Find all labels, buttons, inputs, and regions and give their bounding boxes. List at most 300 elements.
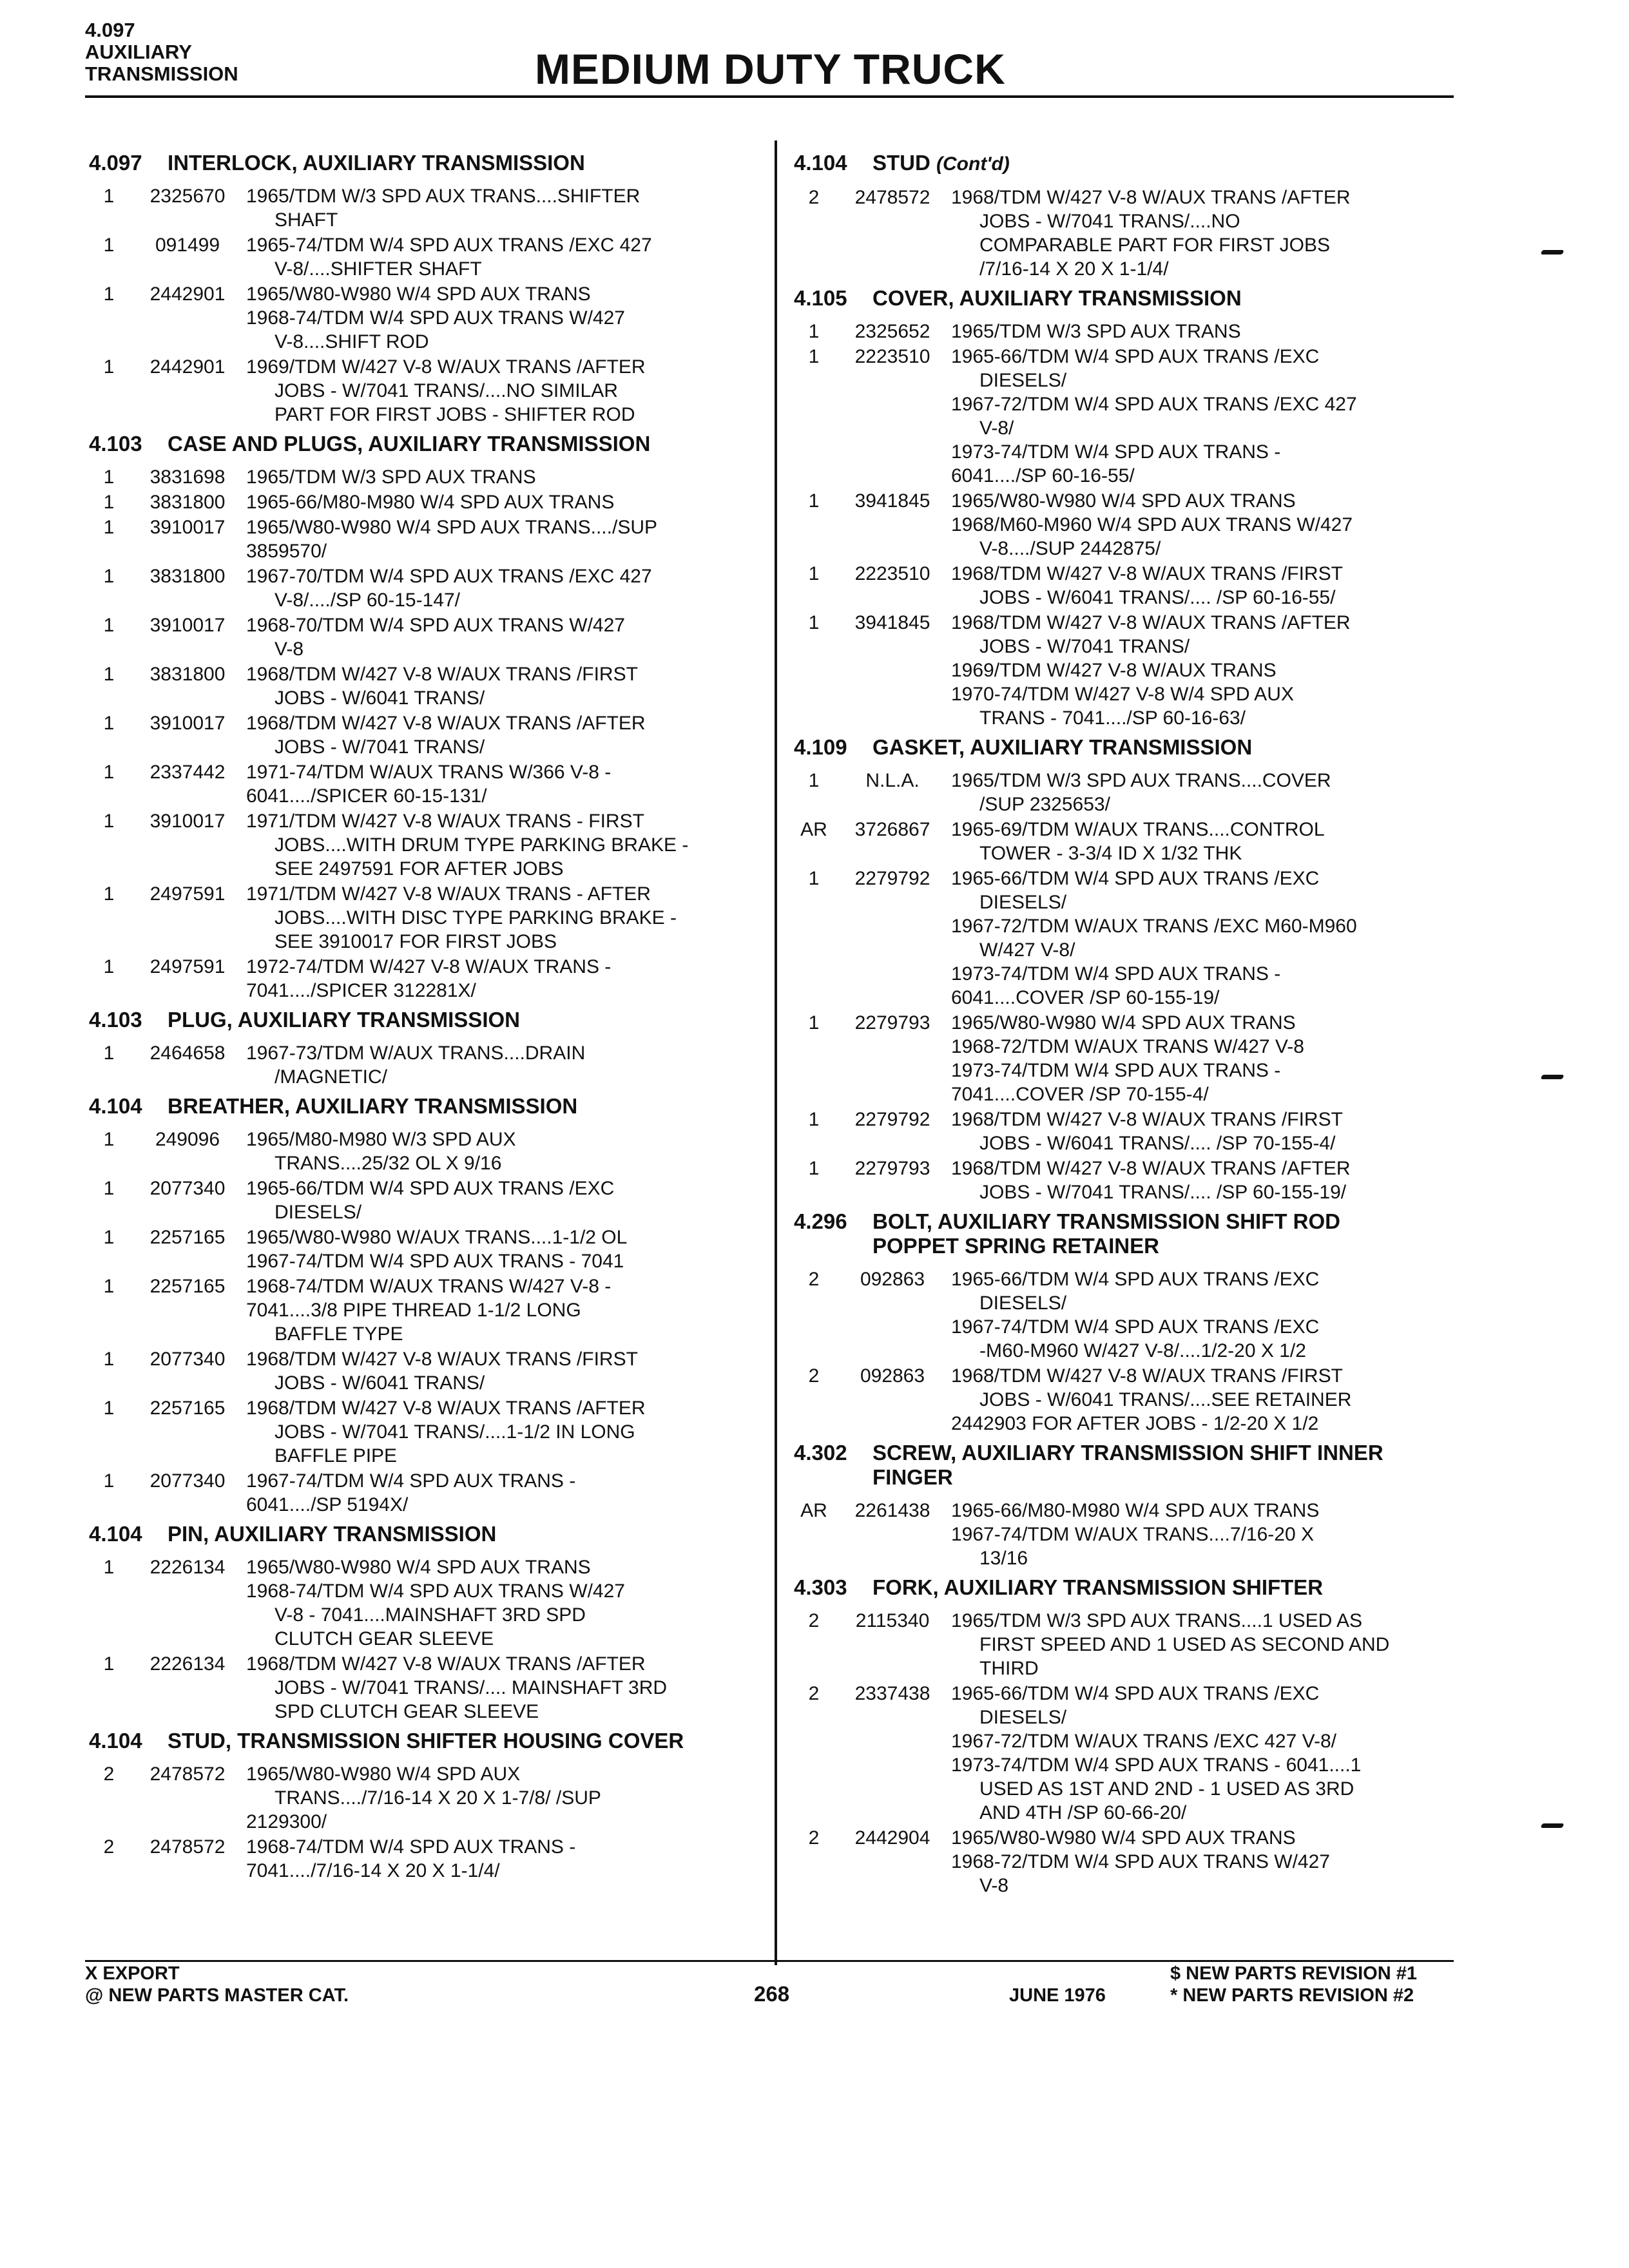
part-entry	[89, 1128, 766, 1175]
description-line: THIRD	[979, 1658, 1039, 1679]
description-line: 1968/TDM W/427 V-8 W/AUX TRANS /AFTER	[951, 1158, 1351, 1179]
catalog-section	[89, 1094, 766, 1517]
section-title-cont: FINGER	[872, 1465, 953, 1489]
part-description	[951, 1108, 1458, 1155]
part-entry	[89, 490, 766, 514]
part-number: 2223510	[854, 563, 930, 584]
quantity: 1	[103, 811, 115, 832]
description-line: JOBS - W/7041 TRANS/....1-1/2 IN LONG	[275, 1421, 635, 1443]
part-number: 2077340	[149, 1470, 226, 1492]
footer-master-cat: @ NEW PARTS MASTER CAT.	[85, 1985, 349, 2006]
part-number: 3910017	[149, 517, 226, 538]
section-title: COVER, AUXILIARY TRANSMISSION	[872, 286, 1242, 310]
description-line: 1967-72/TDM W/4 SPD AUX TRANS /EXC 427	[951, 394, 1357, 415]
description-line: SEE 2497591 FOR AFTER JOBS	[275, 858, 564, 879]
description-line: BAFFLE TYPE	[275, 1323, 403, 1345]
footer-legend-right	[1170, 1963, 1417, 2006]
section-heading	[794, 286, 1458, 311]
description-line: JOBS - W/6041 TRANS/....SEE RETAINER	[979, 1389, 1352, 1410]
part-entry	[89, 1555, 766, 1651]
quantity: 2	[808, 1365, 820, 1387]
part-number: 3910017	[149, 713, 226, 734]
quantity: 1	[103, 186, 115, 207]
description-line: 1967-72/TDM W/AUX TRANS /EXC M60-M960	[951, 916, 1357, 937]
section-heading	[794, 1209, 1458, 1258]
part-number: 3831800	[149, 492, 226, 513]
part-number: 2325652	[854, 321, 930, 342]
part-description	[246, 711, 766, 759]
description-line: 1965/W80-W980 W/4 SPD AUX	[246, 1763, 521, 1785]
part-entry	[794, 1826, 1458, 1898]
description-line: 1970-74/TDM W/427 V-8 W/4 SPD AUX	[951, 684, 1294, 705]
part-description	[951, 186, 1458, 281]
part-description	[246, 809, 766, 881]
part-description	[951, 1157, 1458, 1204]
part-number: 2226134	[149, 1653, 226, 1675]
part-entry	[794, 186, 1458, 281]
quantity: 1	[103, 1129, 115, 1150]
part-entry	[89, 282, 766, 354]
part-number: 2279792	[854, 868, 930, 889]
description-line: 1968/TDM W/427 V-8 W/AUX TRANS /FIRST	[951, 1109, 1343, 1130]
header-section-code	[85, 19, 238, 85]
part-number: 3910017	[149, 615, 226, 636]
catalog-section	[794, 1441, 1458, 1570]
page-title: MEDIUM DUTY TRUCK	[535, 45, 1006, 93]
description-line: 6041..../SPICER 60-15-131/	[246, 785, 487, 807]
section-number: 4.103	[89, 432, 142, 456]
description-line: 7041....COVER /SP 70-155-4/	[951, 1084, 1209, 1105]
header-group-line1: AUXILIARY	[85, 41, 192, 63]
quantity: 1	[808, 868, 820, 889]
description-line: 1965/W80-W980 W/4 SPD AUX TRANS	[246, 284, 591, 305]
part-entry	[89, 515, 766, 563]
description-line: 1965-66/M80-M980 W/4 SPD AUX TRANS	[951, 1500, 1320, 1521]
description-line: 1973-74/TDM W/4 SPD AUX TRANS -	[951, 1060, 1281, 1081]
description-line: JOBS - W/6041 TRANS/.... /SP 70-155-4/	[979, 1133, 1336, 1154]
quantity: 1	[103, 466, 115, 488]
left-column	[89, 146, 766, 1887]
part-description	[246, 1128, 766, 1175]
quantity: 1	[103, 1227, 115, 1248]
description-line: 1965-66/TDM W/4 SPD AUX TRANS /EXC	[951, 346, 1320, 367]
description-line: DIESELS/	[979, 1293, 1067, 1314]
quantity: 1	[808, 1012, 820, 1033]
quantity: 1	[103, 615, 115, 636]
quantity: 2	[808, 1683, 820, 1704]
column-divider	[775, 140, 777, 1965]
description-line: V-8 - 7041....MAINSHAFT 3RD SPD	[275, 1604, 586, 1626]
part-number: 2325670	[149, 186, 226, 207]
description-line: 1968/TDM W/427 V-8 W/AUX TRANS /AFTER	[246, 1398, 646, 1419]
part-entry	[794, 769, 1458, 816]
section-title: CASE AND PLUGS, AUXILIARY TRANSMISSION	[168, 432, 651, 456]
description-line: 1973-74/TDM W/4 SPD AUX TRANS - 6041....1	[951, 1754, 1362, 1776]
page-number: 268	[754, 1982, 790, 2006]
part-description	[246, 355, 766, 427]
quantity: 1	[808, 1158, 820, 1179]
section-heading	[794, 151, 1458, 177]
section-title-block	[168, 1729, 766, 1753]
catalog-section	[794, 286, 1458, 730]
description-line: 1967-72/TDM W/AUX TRANS /EXC 427 V-8/	[951, 1731, 1336, 1752]
description-line: V-8/..../SP 60-15-147/	[275, 590, 460, 611]
part-entry	[794, 320, 1458, 343]
description-line: 2129300/	[246, 1811, 327, 1832]
description-line: 1968-74/TDM W/4 SPD AUX TRANS W/427	[246, 307, 625, 329]
revision-mark	[1541, 1823, 1565, 1828]
quantity: 1	[103, 1178, 115, 1199]
part-description	[951, 320, 1458, 343]
quantity: 1	[103, 762, 115, 783]
part-description	[246, 1652, 766, 1724]
description-line: 1965-74/TDM W/4 SPD AUX TRANS /EXC 427	[246, 235, 652, 256]
part-number: 2223510	[854, 346, 930, 367]
part-entry	[89, 1041, 766, 1089]
section-title-block	[872, 286, 1458, 311]
description-line: 1965-66/TDM W/4 SPD AUX TRANS /EXC	[951, 1683, 1320, 1704]
section-title: BOLT, AUXILIARY TRANSMISSION SHIFT ROD	[872, 1209, 1341, 1233]
description-line: 1968-72/TDM W/4 SPD AUX TRANS W/427	[951, 1851, 1330, 1872]
quantity: 2	[808, 1827, 820, 1849]
part-description	[951, 1609, 1458, 1680]
part-description	[246, 1225, 766, 1273]
description-line: 1973-74/TDM W/4 SPD AUX TRANS -	[951, 441, 1281, 463]
section-title-block	[168, 1094, 766, 1119]
description-line: DIESELS/	[979, 892, 1067, 913]
part-number: 3941845	[854, 490, 930, 512]
section-heading	[794, 1441, 1458, 1490]
section-title-block	[872, 1209, 1458, 1258]
header-rule	[85, 95, 1454, 98]
section-title-block	[168, 1522, 766, 1546]
section-title: STUD, TRANSMISSION SHIFTER HOUSING COVER	[168, 1729, 684, 1753]
quantity: 1	[808, 1109, 820, 1130]
section-title: PIN, AUXILIARY TRANSMISSION	[168, 1522, 497, 1546]
part-number: 2442901	[149, 356, 226, 378]
catalog-section	[89, 1522, 766, 1724]
part-number: 091499	[155, 235, 220, 256]
part-number: 3910017	[149, 811, 226, 832]
part-number: 2115340	[855, 1610, 930, 1631]
part-description	[246, 760, 766, 808]
description-line: 6041..../SP 5194X/	[246, 1494, 409, 1515]
catalog-section	[89, 151, 766, 427]
section-number: 4.303	[794, 1575, 847, 1599]
part-description	[246, 515, 766, 563]
description-line: 1965-69/TDM W/AUX TRANS....CONTROL	[951, 819, 1325, 840]
description-line: 1968-72/TDM W/AUX TRANS W/427 V-8	[951, 1036, 1304, 1057]
description-line: 1971/TDM W/427 V-8 W/AUX TRANS - FIRST	[246, 811, 644, 832]
description-line: 3859570/	[246, 541, 327, 562]
part-number: 2257165	[149, 1276, 226, 1297]
description-line: 1968/TDM W/427 V-8 W/AUX TRANS /AFTER	[246, 713, 646, 734]
description-line: 1965/W80-W980 W/4 SPD AUX TRANS	[246, 1557, 591, 1578]
part-number: 2077340	[149, 1349, 226, 1370]
part-description	[246, 490, 766, 514]
description-line: SPD CLUTCH GEAR SLEEVE	[275, 1701, 539, 1722]
part-entry	[794, 1011, 1458, 1106]
part-number: 2478572	[149, 1836, 226, 1858]
part-number: 3831698	[149, 466, 226, 488]
part-description	[246, 282, 766, 354]
quantity: 1	[103, 1653, 115, 1675]
part-description	[951, 867, 1458, 1010]
part-description	[246, 662, 766, 710]
description-line: 1969/TDM W/427 V-8 W/AUX TRANS	[951, 660, 1277, 681]
description-line: 1965/TDM W/3 SPD AUX TRANS	[246, 466, 536, 488]
part-number: 2478572	[854, 187, 930, 208]
quantity: 2	[103, 1836, 115, 1858]
part-description	[246, 465, 766, 489]
section-heading	[794, 1575, 1458, 1600]
description-line: 1971-74/TDM W/AUX TRANS W/366 V-8 -	[246, 762, 612, 783]
part-entry	[794, 1108, 1458, 1155]
right-column	[794, 146, 1458, 1901]
part-number: 2442904	[854, 1827, 930, 1849]
quantity: 1	[103, 1349, 115, 1370]
description-line: COMPARABLE PART FOR FIRST JOBS	[979, 235, 1330, 256]
section-number: 4.302	[794, 1441, 847, 1465]
description-line: 1967-74/TDM W/AUX TRANS....7/16-20 X	[951, 1524, 1314, 1545]
part-number: 249096	[155, 1129, 220, 1150]
part-number: 2478572	[149, 1763, 226, 1785]
section-title: BREATHER, AUXILIARY TRANSMISSION	[168, 1094, 578, 1118]
section-title-cont: POPPET SPRING RETAINER	[872, 1234, 1159, 1258]
description-line: 1973-74/TDM W/4 SPD AUX TRANS -	[951, 963, 1281, 985]
description-line: JOBS - W/7041 TRANS/....NO SIMILAR	[275, 380, 618, 401]
part-description	[246, 613, 766, 661]
part-entry	[794, 345, 1458, 488]
part-number: 3726867	[854, 819, 930, 840]
quantity: 2	[808, 1610, 820, 1631]
description-line: 1971/TDM W/427 V-8 W/AUX TRANS - AFTER	[246, 883, 651, 905]
section-title-block	[872, 735, 1458, 760]
section-number: 4.104	[89, 1522, 142, 1546]
section-title: GASKET, AUXILIARY TRANSMISSION	[872, 735, 1253, 759]
part-description	[951, 1364, 1458, 1436]
part-description	[246, 955, 766, 1003]
description-line: /SUP 2325653/	[979, 794, 1110, 815]
catalog-section	[89, 432, 766, 1003]
part-entry	[89, 233, 766, 281]
description-line: TRANS....25/32 OL X 9/16	[275, 1153, 502, 1174]
quantity: 1	[808, 612, 820, 633]
footer-rev1: $ NEW PARTS REVISION #1	[1170, 1963, 1417, 1984]
description-line: TOWER - 3-3/4 ID X 1/32 THK	[979, 843, 1242, 864]
revision-mark	[1541, 250, 1565, 255]
description-line: 1968-74/TDM W/4 SPD AUX TRANS -	[246, 1836, 576, 1858]
part-number: 2077340	[149, 1178, 226, 1199]
part-description	[246, 184, 766, 232]
quantity: 1	[808, 770, 820, 791]
section-number: 4.104	[89, 1729, 142, 1753]
part-entry	[89, 1225, 766, 1273]
part-number: 2257165	[149, 1227, 226, 1248]
quantity: 1	[103, 1557, 115, 1578]
part-entry	[89, 809, 766, 881]
quantity: 2	[808, 187, 820, 208]
section-heading	[89, 1008, 766, 1032]
description-line: 1968/TDM W/427 V-8 W/AUX TRANS /FIRST	[246, 1349, 638, 1370]
description-line: 1965-66/TDM W/4 SPD AUX TRANS /EXC	[246, 1178, 615, 1199]
part-number: 2464658	[149, 1043, 226, 1064]
part-entry	[794, 818, 1458, 865]
description-line: JOBS - W/7041 TRANS/....NO	[979, 211, 1240, 232]
description-line: 1967-74/TDM W/4 SPD AUX TRANS - 7041	[246, 1251, 624, 1272]
section-number: 4.097	[89, 151, 142, 175]
quantity: 1	[103, 713, 115, 734]
part-entry	[89, 760, 766, 808]
section-number: 4.104	[794, 151, 847, 175]
part-number: 2337442	[149, 762, 226, 783]
part-entry	[794, 1499, 1458, 1570]
description-line: 6041..../SP 60-16-55/	[951, 465, 1135, 486]
description-line: V-8..../SUP 2442875/	[979, 538, 1161, 559]
description-line: 1965-66/TDM W/4 SPD AUX TRANS /EXC	[951, 1269, 1320, 1290]
section-title: STUD	[872, 151, 930, 175]
description-line: CLUTCH GEAR SLEEVE	[275, 1628, 494, 1649]
quantity: 1	[103, 284, 115, 305]
description-line: 1968/M60-M960 W/4 SPD AUX TRANS W/427	[951, 514, 1353, 535]
description-line: 13/16	[979, 1548, 1028, 1569]
description-line: V-8	[275, 639, 304, 660]
part-description	[951, 1826, 1458, 1898]
quantity: AR	[800, 1500, 827, 1521]
part-entry	[794, 611, 1458, 730]
description-line: 1965/TDM W/3 SPD AUX TRANS....SHIFTER	[246, 186, 641, 207]
quantity: 1	[808, 563, 820, 584]
description-line: 1965/W80-W980 W/AUX TRANS....1-1/2 OL	[246, 1227, 628, 1248]
quantity: 1	[103, 664, 115, 685]
part-entry	[89, 711, 766, 759]
part-description	[246, 1835, 766, 1883]
description-line: 1967-74/TDM W/4 SPD AUX TRANS -	[246, 1470, 576, 1492]
description-line: 1965/TDM W/3 SPD AUX TRANS....1 USED AS	[951, 1610, 1362, 1631]
quantity: 1	[103, 517, 115, 538]
description-line: 1968/TDM W/427 V-8 W/AUX TRANS /FIRST	[951, 563, 1343, 584]
description-line: 1965/W80-W980 W/4 SPD AUX TRANS..../SUP	[246, 517, 657, 538]
section-number: 4.105	[794, 286, 847, 310]
part-number: 092863	[860, 1365, 925, 1387]
description-line: 1965-66/TDM W/4 SPD AUX TRANS /EXC	[951, 868, 1320, 889]
part-description	[951, 1682, 1458, 1825]
header-code: 4.097	[85, 19, 135, 41]
catalog-section	[794, 1209, 1458, 1436]
part-description	[951, 1499, 1458, 1570]
description-line: TRANS - 7041..../SP 60-16-63/	[979, 707, 1246, 729]
section-title-block	[168, 432, 766, 456]
quantity: 1	[103, 956, 115, 977]
part-entry	[794, 1609, 1458, 1680]
description-line: -M60-M960 W/427 V-8/....1/2-20 X 1/2	[979, 1340, 1306, 1361]
description-line: JOBS - W/7041 TRANS/	[979, 636, 1190, 657]
part-description	[951, 1267, 1458, 1363]
description-line: /MAGNETIC/	[275, 1066, 388, 1088]
section-number: 4.296	[794, 1209, 847, 1233]
part-number: 2279792	[854, 1109, 930, 1130]
description-line: USED AS 1ST AND 2ND - 1 USED AS 3RD	[979, 1778, 1354, 1800]
part-description	[246, 1762, 766, 1834]
description-line: 1968/TDM W/427 V-8 W/AUX TRANS /AFTER	[951, 187, 1351, 208]
quantity: AR	[800, 819, 827, 840]
part-entry	[89, 1274, 766, 1346]
description-line: 1967-73/TDM W/AUX TRANS....DRAIN	[246, 1043, 586, 1064]
part-entry	[89, 564, 766, 612]
catalog-section	[89, 1008, 766, 1089]
description-line: 1967-70/TDM W/4 SPD AUX TRANS /EXC 427	[246, 566, 652, 587]
section-heading	[89, 432, 766, 456]
footer-date: JUNE 1976	[1009, 1985, 1106, 2006]
section-heading	[89, 1729, 766, 1753]
description-line: W/427 V-8/	[979, 939, 1075, 961]
description-line: 1968-70/TDM W/4 SPD AUX TRANS W/427	[246, 615, 625, 636]
section-heading	[794, 735, 1458, 760]
part-entry	[794, 1157, 1458, 1204]
part-description	[951, 769, 1458, 816]
part-entry	[89, 1835, 766, 1883]
description-line: FIRST SPEED AND 1 USED AS SECOND AND	[979, 1634, 1390, 1655]
quantity: 1	[103, 1043, 115, 1064]
section-number: 4.103	[89, 1008, 142, 1032]
part-description	[951, 818, 1458, 865]
quantity: 1	[103, 1398, 115, 1419]
part-description	[246, 1177, 766, 1224]
quantity: 1	[103, 492, 115, 513]
part-entry	[89, 1177, 766, 1224]
part-entry	[89, 1396, 766, 1468]
section-contd: (Cont'd)	[936, 153, 1010, 175]
description-line: V-8....SHIFT ROD	[275, 331, 429, 352]
description-line: TRANS..../7/16-14 X 20 X 1-7/8/ /SUP	[275, 1787, 601, 1809]
description-line: 1967-74/TDM W/4 SPD AUX TRANS /EXC	[951, 1316, 1320, 1338]
description-line: 1968/TDM W/427 V-8 W/AUX TRANS /AFTER	[951, 612, 1351, 633]
part-number: 2279793	[854, 1158, 930, 1179]
part-number: 3831800	[149, 566, 226, 587]
description-line: 7041..../7/16-14 X 20 X 1-1/4/	[246, 1860, 500, 1881]
description-line: /7/16-14 X 20 X 1-1/4/	[979, 258, 1169, 280]
catalog-section	[794, 151, 1458, 281]
section-title: SCREW, AUXILIARY TRANSMISSION SHIFT INNER	[872, 1441, 1383, 1465]
description-line: JOBS - W/6041 TRANS/	[275, 1372, 485, 1394]
description-line: SHAFT	[275, 209, 338, 231]
quantity: 1	[103, 356, 115, 378]
description-line: 1969/TDM W/427 V-8 W/AUX TRANS /AFTER	[246, 356, 646, 378]
quantity: 2	[808, 1269, 820, 1290]
description-line: JOBS - W/6041 TRANS/	[275, 687, 485, 709]
part-description	[246, 1041, 766, 1089]
description-line: 1965/TDM W/3 SPD AUX TRANS....COVER	[951, 770, 1331, 791]
part-entry	[89, 1347, 766, 1395]
part-entry	[89, 184, 766, 232]
description-line: V-8/	[979, 418, 1014, 439]
quantity: 1	[808, 346, 820, 367]
description-line: JOBS - W/6041 TRANS/.... /SP 60-16-55/	[979, 587, 1336, 608]
description-line: DIESELS/	[979, 370, 1067, 391]
section-title-block	[872, 1441, 1458, 1490]
footer-export: X EXPORT	[85, 1963, 180, 1984]
description-line: 1972-74/TDM W/427 V-8 W/AUX TRANS -	[246, 956, 612, 977]
description-line: JOBS - W/7041 TRANS/.... /SP 60-155-19/	[979, 1182, 1347, 1203]
part-entry	[794, 1682, 1458, 1825]
description-line: JOBS....WITH DISC TYPE PARKING BRAKE -	[275, 907, 677, 928]
description-line: DIESELS/	[275, 1202, 362, 1223]
description-line: AND 4TH /SP 60-66-20/	[979, 1802, 1187, 1823]
description-line: PART FOR FIRST JOBS - SHIFTER ROD	[275, 404, 635, 425]
description-line: JOBS....WITH DRUM TYPE PARKING BRAKE -	[275, 834, 689, 856]
part-entry	[794, 1267, 1458, 1363]
part-description	[951, 489, 1458, 561]
